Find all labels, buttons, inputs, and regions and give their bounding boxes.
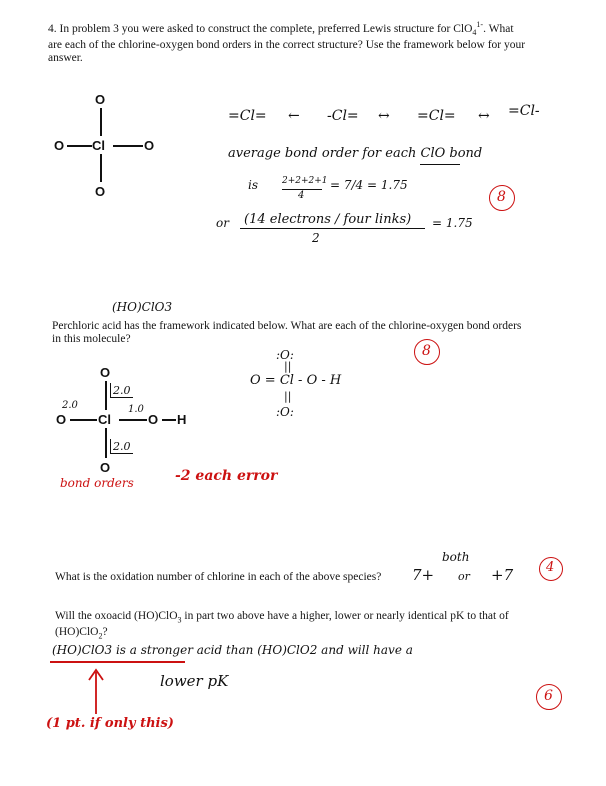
calc-frac-den: 4 xyxy=(298,190,305,201)
lewis-bottom: :O: xyxy=(276,405,294,419)
red-arrow-up-icon xyxy=(86,666,106,716)
bo-bottom: 2.0 xyxy=(113,440,131,453)
resonance-arrow-3: ↔ xyxy=(478,108,490,124)
q4-line1-end: . What xyxy=(483,22,514,35)
f2-cl: Cl xyxy=(98,412,111,427)
score-circle-3 xyxy=(539,557,563,581)
f2-h: H xyxy=(177,412,187,427)
f1-bond-bottom xyxy=(100,154,102,182)
f2-bond-top xyxy=(105,381,107,410)
bo-box-bottom xyxy=(110,439,133,454)
bond-orders-label: bond orders xyxy=(60,476,134,490)
resonance-arrow-1: ← xyxy=(288,108,300,124)
f1-cl: Cl xyxy=(92,138,105,153)
oxoacid-answer-1: (HO)ClO3 is a stronger acid than (HO)ClO2 and will have a xyxy=(52,643,413,657)
calc-alt-den: 2 xyxy=(312,231,320,245)
ox-or: or xyxy=(458,570,470,583)
oxoacid-underline xyxy=(50,661,185,663)
resonance-3: =Cl= xyxy=(417,108,456,124)
q4-line2: are each of the chlorine-oxygen bond orders in the correct structure? Use the framework below for your xyxy=(48,39,526,52)
f1-bond-top xyxy=(100,108,102,136)
q4-text xyxy=(48,18,568,65)
avg-underline xyxy=(420,164,460,165)
calc-alt-bar xyxy=(240,228,425,229)
q-oxoacid-l1b: in part two above have a higher, lower or nearly identical pK to that of xyxy=(181,610,509,622)
q4-line3: answer. xyxy=(48,52,83,65)
lewis-top-bond: || xyxy=(284,360,292,373)
q-oxoacid-line1 xyxy=(55,610,575,626)
f2-o-right: O xyxy=(148,412,159,427)
oxoacid-answer-2: lower pK xyxy=(160,672,229,690)
calc-equals: = 7/4 = 1.75 xyxy=(330,178,408,192)
calc-or: or xyxy=(216,216,229,230)
score-circle-2 xyxy=(414,339,440,365)
f2-o-top: O xyxy=(100,365,111,380)
q-oxoacid-l1a: Will the oxoacid (HO)ClO xyxy=(55,610,178,622)
score-3: 4 xyxy=(546,560,555,575)
q-oxidation-text: What is the oxidation number of chlorine in each of the above species? xyxy=(55,571,382,583)
f2-bond-oh xyxy=(162,419,176,421)
lewis-bottom-bond: || xyxy=(284,390,292,403)
f1-o-left: O xyxy=(54,138,65,153)
ox-both: both xyxy=(442,550,470,564)
f2-bond-bottom xyxy=(105,428,107,458)
bo-left: 2.0 xyxy=(62,400,78,411)
q-oxoacid-text xyxy=(55,610,575,643)
f1-o-right: O xyxy=(144,138,155,153)
ox-answer-1: 7+ xyxy=(412,566,435,584)
score-1: 8 xyxy=(497,189,506,205)
q4-ion-sub: 4 xyxy=(472,28,477,38)
score-2: 8 xyxy=(422,343,431,359)
score-circle-4 xyxy=(536,684,562,710)
oxoacid-note: (1 pt. if only this) xyxy=(46,716,174,731)
resonance-4: =Cl- xyxy=(508,103,540,119)
f1-bond-left xyxy=(67,145,92,147)
f1-bond-right xyxy=(113,145,143,147)
bo-box-top xyxy=(110,383,133,398)
q-oxoacid-l2a: (HO)ClO xyxy=(55,626,99,639)
q-perchloric-line2: in this molecule? xyxy=(52,333,131,345)
f1-o-bottom: O xyxy=(95,184,106,199)
q4-line1 xyxy=(48,18,568,39)
q4-ion-sup: 1- xyxy=(476,20,484,29)
lewis-mid: O = Cl - O - H xyxy=(250,373,342,388)
f2-o-bottom: O xyxy=(100,460,111,475)
f1-o-top: O xyxy=(95,92,106,107)
deduction-note: -2 each error xyxy=(175,468,278,484)
score-4: 6 xyxy=(544,688,553,704)
score-circle-1 xyxy=(489,185,515,211)
lewis-top: :O: xyxy=(276,348,294,362)
calc-frac-num: 2+2+2+1 xyxy=(282,176,328,186)
calc-alt: (14 electrons / four links) xyxy=(244,212,412,227)
resonance-2: -Cl= xyxy=(327,108,359,124)
q-oxoacid-l2b: ? xyxy=(102,626,108,639)
avg-bond-order-line: average bond order for each ClO bond xyxy=(228,146,483,161)
bo-top: 2.0 xyxy=(113,384,131,397)
ox-answer-2: +7 xyxy=(491,566,514,584)
q-oxoacid-sub1: 3 xyxy=(177,615,182,625)
q-perchloric-text xyxy=(52,320,572,346)
resonance-arrow-2: ↔ xyxy=(378,108,390,124)
q-oxoacid-sub2: 2 xyxy=(98,631,103,641)
q4-number: 4. xyxy=(48,22,57,35)
q4-line1-text: In problem 3 you were asked to construct the complete, preferred Lewis structure for ClO xyxy=(59,22,473,35)
f2-bond-left xyxy=(70,419,97,421)
f2-o-left: O xyxy=(56,412,67,427)
handwritten-formula: (HO)ClO3 xyxy=(112,300,173,314)
f2-bond-right xyxy=(119,419,147,421)
resonance-1: =Cl= xyxy=(228,108,267,124)
bo-right: 1.0 xyxy=(128,404,144,415)
q-perchloric-line1: Perchloric acid has the framework indicated below. What are each of the chlorine-oxygen bond orders xyxy=(52,320,522,332)
q-oxoacid-line2 xyxy=(55,626,575,642)
calc-alt-result: = 1.75 xyxy=(432,216,473,230)
calc-is: is xyxy=(248,178,258,192)
